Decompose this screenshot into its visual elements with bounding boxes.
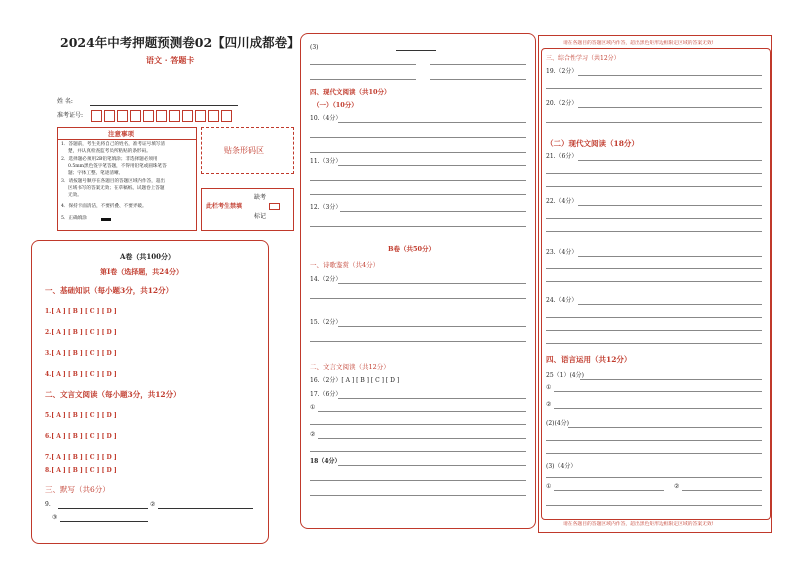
answer-line[interactable] — [580, 379, 762, 380]
q11-label: 11.（3分） — [310, 158, 342, 165]
page-subtitle: 语文 · 答题卡 — [146, 55, 195, 65]
part1-title: 第Ⅰ卷（选择题，共24分） — [100, 267, 184, 276]
section-classical-b: 二、文言文阅读（共12分） — [310, 363, 390, 371]
section-dictation: 三、默写（共6分） — [45, 485, 110, 494]
answer-panel-right — [541, 48, 771, 520]
q25-part2-label: ② — [546, 401, 552, 408]
answer-line[interactable] — [546, 122, 762, 123]
notice-line: 4．保持卡面清洁，不要折叠、不要弄破。 — [61, 204, 147, 209]
ticket-label: 准考证号: — [57, 112, 84, 119]
answer-line[interactable] — [338, 165, 526, 166]
q22-label: 22.（4分） — [546, 198, 578, 205]
notice-line: 3．请按题号顺序在各题目的答题区域内作答，超出 — [61, 179, 165, 184]
answer-line[interactable] — [682, 490, 762, 491]
q9-blank-3-label: ③ — [52, 514, 58, 521]
choice-row[interactable]: 1.[ A ] [ B ] [ C ] [ D ] — [45, 308, 117, 315]
answer-line[interactable] — [546, 268, 762, 269]
answer-line[interactable] — [310, 495, 526, 496]
answer-line[interactable] — [554, 408, 762, 409]
name-label: 姓 名: — [57, 98, 73, 105]
answer-line[interactable] — [546, 477, 762, 478]
answer-line[interactable] — [546, 505, 762, 506]
q20-label: 20.（2分） — [546, 100, 578, 107]
choice-row[interactable]: 6.[ A ] [ B ] [ C ] [ D ] — [45, 433, 117, 440]
answer-line[interactable] — [578, 205, 762, 206]
q9-blank-3[interactable] — [60, 521, 148, 522]
q12-label: 12.（3分） — [310, 204, 342, 211]
warning-bottom: 请在各题目的答题区域内作答，超出黑色矩形边框限定区域的答案无效! — [563, 522, 714, 527]
answer-line[interactable] — [310, 341, 526, 342]
answer-line[interactable] — [578, 160, 762, 161]
q25-label: 25（1）(4分) — [546, 372, 584, 379]
q17-label: 17.（6分） — [310, 391, 342, 398]
answer-line[interactable] — [546, 343, 762, 344]
answer-line[interactable] — [546, 453, 762, 454]
answer-line[interactable] — [310, 152, 526, 153]
notice-line: 楚，并认真检查监考员所粘贴的条形码。 — [68, 149, 151, 154]
notice-line: 区域书写的答案无效；在草稿纸、试题卷上答题 — [68, 186, 165, 191]
answer-line[interactable] — [546, 88, 762, 89]
q25-part1-label: ① — [546, 384, 552, 391]
answer-line[interactable] — [340, 211, 526, 212]
answer-line[interactable] — [578, 256, 762, 257]
answer-line[interactable] — [546, 231, 762, 232]
section-language-use: 四、语言运用（共12分） — [546, 355, 632, 364]
section-basic-knowledge: 一、基础知识（每小题3分，共12分） — [45, 286, 174, 295]
q9-blank-1[interactable] — [58, 508, 148, 509]
q15-label: 15.（2分） — [310, 319, 342, 326]
notice-line: 题；字体工整、笔迹清晰。 — [68, 171, 124, 176]
subsection-2: （二）现代文阅读（18分） — [546, 139, 639, 148]
q9-blank-2[interactable] — [158, 508, 253, 509]
absent-top-label: 缺考 — [254, 194, 267, 201]
notice-line: 5．正确填涂 — [61, 216, 87, 221]
q10-label: 10.（4分） — [310, 115, 342, 122]
answer-line[interactable] — [310, 298, 526, 299]
answer-line[interactable] — [338, 122, 526, 123]
choice-row[interactable]: 5.[ A ] [ B ] [ C ] [ D ] — [45, 412, 117, 419]
answer-line[interactable] — [578, 107, 762, 108]
answer-line[interactable] — [546, 173, 762, 174]
q17-part2-label: ② — [310, 431, 316, 438]
answer-line[interactable] — [568, 427, 762, 428]
answer-line[interactable] — [546, 440, 762, 441]
answer-line[interactable] — [546, 281, 762, 282]
q25c-label: (3)（4分） — [546, 463, 577, 470]
answer-line[interactable] — [310, 64, 416, 65]
warning-top: 请在各题目的答题区域内作答，超出黑色矩形边框限定区域的答案无效! — [563, 41, 714, 46]
notice-line: 2．选择题必须用2B铅笔填涂；非选择题必须用 — [61, 157, 158, 162]
answer-line[interactable] — [310, 79, 416, 80]
choice-row[interactable]: 8.[ A ] [ B ] [ C ] [ D ] — [45, 467, 117, 474]
absent-forbidden-label: 此栏考生禁填 — [206, 203, 243, 210]
q25b-label: (2)(4分) — [546, 420, 569, 427]
choice-row[interactable]: 7.[ A ] [ B ] [ C ] [ D ] — [45, 454, 117, 461]
q9-blank-2-label: ② — [150, 501, 156, 508]
notice-title: 注意事项 — [108, 130, 134, 138]
answer-line[interactable] — [310, 226, 526, 227]
answer-line[interactable] — [310, 137, 526, 138]
absent-marker-box — [201, 188, 294, 231]
answer-line[interactable] — [578, 75, 762, 76]
answer-line[interactable] — [310, 451, 526, 452]
choice-row[interactable]: 3.[ A ] [ B ] [ C ] [ D ] — [45, 350, 117, 357]
section-poetry: 一、诗歌鉴赏（共4分） — [310, 261, 380, 269]
barcode-area — [201, 127, 294, 174]
choice-row[interactable]: 4.[ A ] [ B ] [ C ] [ D ] — [45, 371, 117, 378]
section-classical-reading: 二、文言文阅读（每小题3分，共12分） — [45, 390, 181, 399]
answer-line[interactable] — [546, 186, 762, 187]
notice-line: 1．答题前，考生先将自己的姓名，准考证号填写清 — [61, 142, 165, 147]
choice-row[interactable]: 2.[ A ] [ B ] [ C ] [ D ] — [45, 329, 117, 336]
filled-mark-sample — [101, 218, 111, 221]
notice-box — [57, 127, 197, 231]
answer-line[interactable] — [338, 465, 526, 466]
q21-label: 21.（6分） — [546, 153, 578, 160]
answer-line[interactable] — [338, 326, 526, 327]
answer-line[interactable] — [318, 411, 526, 412]
volume-b-title: B卷（共50分） — [388, 245, 436, 253]
q25c-part1-label: ① — [546, 483, 552, 490]
q23-label: 23.（4分） — [546, 249, 578, 256]
q-cont-label: (3) — [310, 44, 319, 51]
q9-label: 9. — [45, 501, 51, 508]
name-field[interactable] — [90, 105, 238, 106]
answer-line[interactable] — [310, 194, 526, 195]
notice-line: 无效。 — [68, 193, 82, 198]
answer-line[interactable] — [430, 64, 526, 65]
answer-line[interactable] — [546, 330, 762, 331]
answer-line[interactable] — [310, 424, 526, 425]
answer-line[interactable] — [310, 480, 526, 481]
answer-line[interactable] — [338, 283, 526, 284]
absent-bottom-label: 标记 — [254, 213, 267, 220]
subsection-1: （一）（10分） — [313, 101, 358, 109]
volume-a-title: A卷（共100分） — [120, 252, 176, 261]
answer-line[interactable] — [396, 50, 436, 51]
q14-label: 14.（2分） — [310, 276, 342, 283]
absent-checkbox[interactable] — [269, 203, 280, 210]
q19-label: 19.（2分） — [546, 68, 578, 75]
answer-line[interactable] — [554, 490, 664, 491]
q24-label: 24.（4分） — [546, 297, 578, 304]
answer-line[interactable] — [546, 317, 762, 318]
barcode-label: 贴条形码区 — [224, 146, 264, 155]
page-title: 2024年中考押题预测卷02【四川成都卷】 — [60, 35, 300, 50]
section-modern-reading: 四、现代文阅读（共10分） — [310, 88, 391, 96]
answer-line[interactable] — [554, 391, 762, 392]
q17-part1-label: ① — [310, 404, 316, 411]
q16-choice-row[interactable]: 16.（2分）[ A ] [ B ] [ C ] [ D ] — [310, 377, 400, 384]
section-integrated-learning: 三、综合性学习（共12分） — [546, 55, 620, 62]
q18-label: 18（4分） — [310, 458, 341, 465]
answer-line[interactable] — [338, 398, 526, 399]
answer-line[interactable] — [310, 180, 526, 181]
answer-line[interactable] — [430, 79, 526, 80]
answer-line[interactable] — [318, 438, 526, 439]
answer-line[interactable] — [578, 304, 762, 305]
answer-line[interactable] — [546, 218, 762, 219]
q25c-part2-label: ② — [674, 483, 680, 490]
notice-line: 0.5mm黑色签字笔答题，不得用铅笔或圆珠笔答 — [68, 164, 167, 169]
